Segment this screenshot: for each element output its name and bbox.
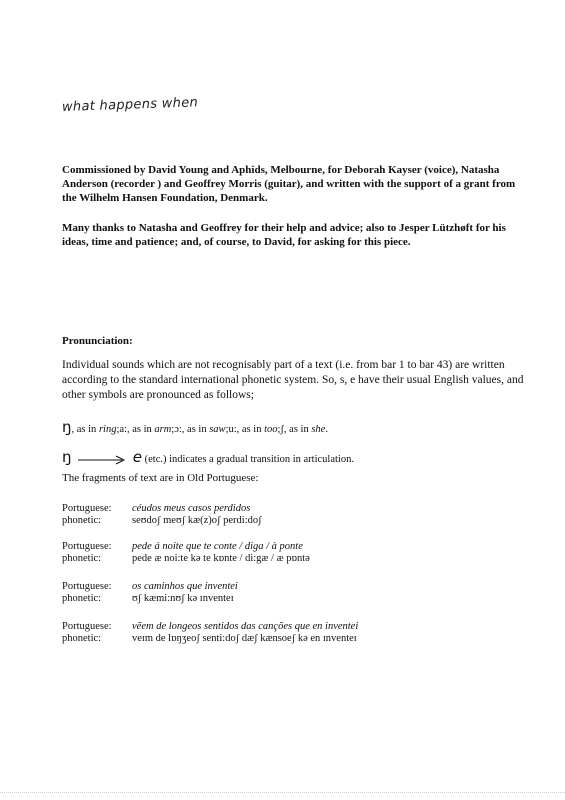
as-in-text: , as in (283, 424, 309, 435)
as-in-text: , as in (236, 424, 262, 435)
portuguese-text: vẽem de longeos sentidos das canções que en inventei (132, 621, 359, 632)
handwritten-title: what happens when (61, 95, 199, 115)
u-symbol: ;u: (225, 424, 237, 435)
phonetic-text: seʊdoʃ meʊʃ kæ(z)oʃ perdi:doʃ (132, 515, 262, 526)
phonetic-label: phonetic: (62, 593, 102, 604)
commission-paragraph: Commissioned by David Young and Aphids, Melbourne, for Deborah Kayser (voice), Natasha Anderson (recorder ) and Geoffrey Morris (guitar), and written with the support of a grant from the Wilhelm Hansen Foundation, Denmark. (62, 164, 516, 204)
phonetic-label: phonetic: (62, 553, 102, 564)
eng-symbol: ŋ (62, 448, 72, 466)
portuguese-text: céudos meus casos perdidos (132, 503, 251, 514)
phonetic-text: veɪm de lɒŋʒeoʃ senti:doʃ dæʃ kænsoeʃ kə en ɪnventeɪ (132, 633, 357, 644)
fragment-block (62, 621, 358, 645)
transition-text: (etc.) indicates a gradual transition in articulation. (144, 454, 354, 465)
as-in-text: , as in (71, 424, 97, 435)
fragment-block (62, 503, 262, 527)
example-word: arm (154, 424, 172, 435)
fragment-block (62, 541, 310, 565)
o-symbol: ;ɔ: (171, 424, 182, 435)
e-symbol: e (132, 448, 142, 466)
sound-examples-line (62, 420, 328, 437)
portuguese-text: pede á noite que te conte / diga / à ponte (132, 541, 303, 552)
as-in-text: , as in (181, 424, 207, 435)
phonetic-text: ʊʃ kæmi:nʊʃ kə ɪnventeɪ (132, 593, 234, 604)
arrow-right-icon (78, 455, 126, 465)
example-word: ring (98, 424, 117, 435)
eng-symbol: ŋ (62, 418, 72, 436)
example-word: too (264, 424, 278, 435)
thanks-paragraph: Many thanks to Natasha and Geoffrey for their help and advice; also to Jesper Lützhøft for his ideas, time and patience; and, of course, to David, for asking for this piece. (62, 222, 506, 248)
example-word: saw (209, 424, 226, 435)
phonetic-label: phonetic: (62, 633, 102, 644)
pronunciation-heading: Pronunciation: (62, 335, 133, 347)
portuguese-label: Portuguese: (62, 503, 112, 514)
period: . (325, 424, 328, 435)
fragment-block (62, 581, 238, 605)
a-symbol: ;a: (116, 424, 127, 435)
fragments-heading: The fragments of text are in Old Portuguese: (62, 472, 259, 484)
portuguese-label: Portuguese: (62, 541, 112, 552)
portuguese-text: os caminhos que inventei (132, 581, 238, 592)
portuguese-label: Portuguese: (62, 581, 112, 592)
sh-symbol: ;ʃ (277, 424, 284, 435)
transition-line (62, 450, 354, 467)
portuguese-label: Portuguese: (62, 621, 112, 632)
phonetic-text: pede æ noi:te kə te kɒnte / di:gæ / æ pɒntə (132, 553, 310, 564)
phonetic-label: phonetic: (62, 515, 102, 526)
example-word: she (311, 424, 326, 435)
as-in-text: , as in (126, 424, 152, 435)
pronunciation-intro: Individual sounds which are not recognisably part of a text (i.e. from bar 1 to bar 43) are written according to the standard international phonetic system. So, s, e have their usual English values, and other symbols are pronounced as follows; (62, 359, 524, 401)
scan-artifact-line (0, 792, 565, 795)
